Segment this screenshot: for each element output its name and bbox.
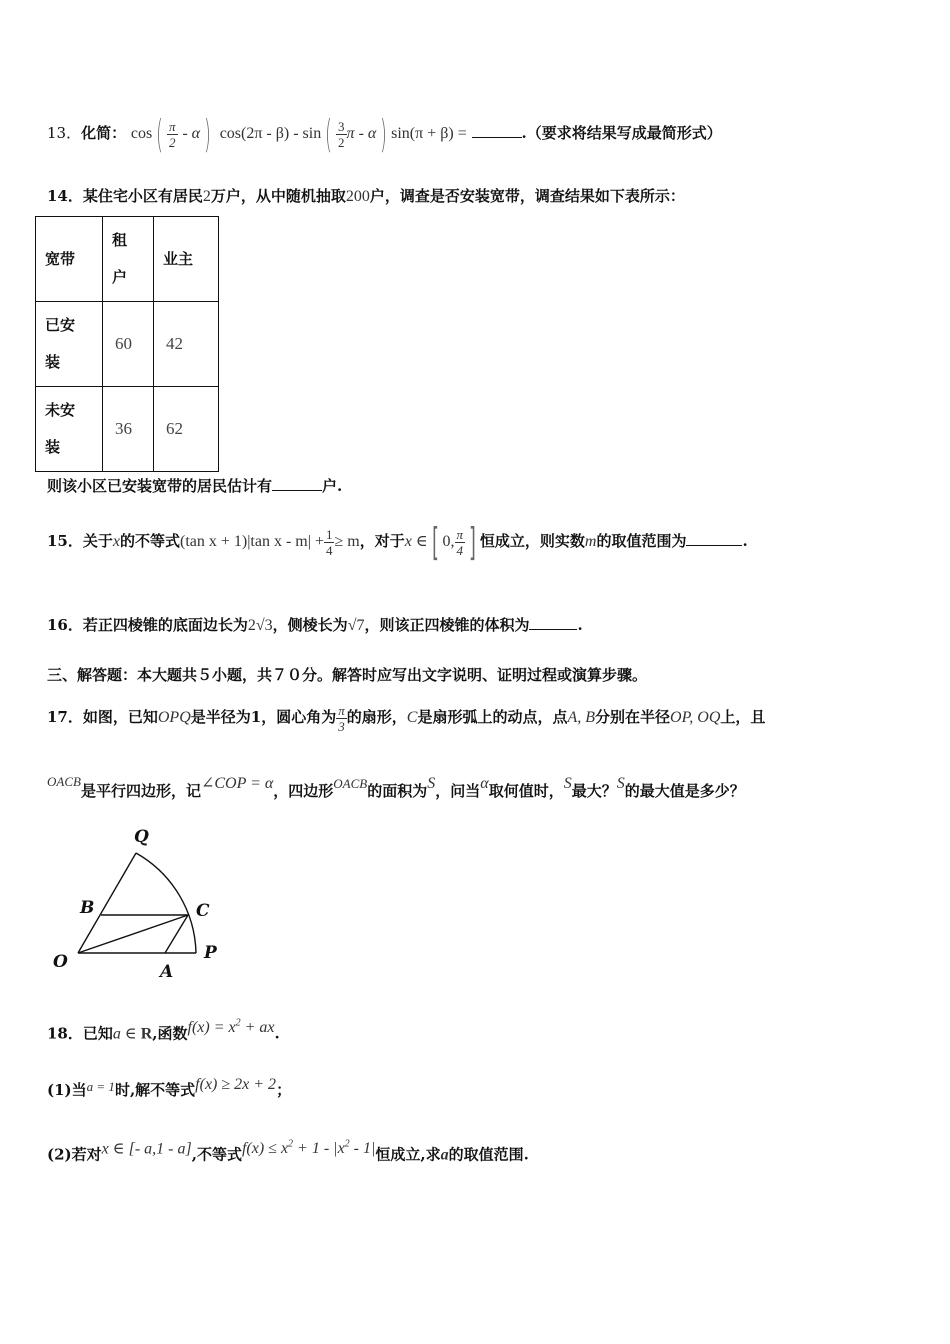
question-17-line-2: OACB是平行四边形，记∠COP = α，四边形OACB的面积为S，问当α取何值时，S最大？S的最大值是多少？ [47,774,745,800]
section-heading: 三、解答题：本大题共５小题，共７０分。解答时应写出文字说明、证明过程或演算步骤。 [47,666,648,684]
label-q: Q [134,827,149,847]
label-p: P [204,943,217,963]
question-13: 13．化简： cos ( $\frac{\pi}{2}$ - α ) cos(2π - β) - sin ( $\frac{3}{2}$ π - α ) sin(π + β) = .（要求将结果写成最简形式） [47,112,722,156]
label-c: C [196,901,210,921]
question-18-part-1: (1)当a = 1时,解不等式f(x) ≥ 2x + 2； [47,1076,292,1099]
table-header-cell: 业主 [154,217,219,302]
answer-blank [272,476,322,491]
answer-blank [529,615,577,630]
table-header-cell: 租户 [103,217,154,302]
segment-oc [78,915,188,953]
question-17: 17．如图，已知OPQ是半径为1，圆心角为 $\frac{\pi}{3}$ 的扇形，C是扇形弧上的动点，点A, B分别在半径OP, OQ上，且 [47,702,766,734]
fraction: $\frac{3}{2}$ [338,118,345,150]
label-b: B [80,898,95,918]
table-row: 未安装 36 62 [36,387,219,472]
question-16: 16．若正四棱锥的底面边长为2√3，侧棱长为√7，则该正四棱锥的体积为 . [47,616,583,634]
answer-blank [686,531,742,546]
label-a: A [160,962,174,982]
table-header-cell: 宽带 [36,217,103,302]
fraction: $\frac{\pi}{2}$ [169,118,176,150]
question-15: 15．关于x的不等式(tan x + 1)|tan x - m| + $\frac{1}{4}$ ≥ m，对于x ∈ [ 0, $\frac{\pi}{4}$ ] 恒成立，则实数m的取值范围为 . [47,520,748,564]
label-o: O [53,952,68,972]
table-row: 已安装 60 42 [36,302,219,387]
question-18-part-2: (2)若对x ∈ [- a,1 - a],不等式$f(x) \le x^2 + 1 - |x^2 - 1|$恒成立,求a的取值范围. [47,1139,529,1164]
question-14-outro: 则该小区已安装宽带的居民估计有 户. [47,477,343,495]
answer-blank [472,123,522,138]
question-18: 18．已知a ∈ R,函数$f(x) = x^2$ + ax. [47,1018,280,1043]
question-14: 14．某住宅小区有居民2万户，从中随机抽取200户，调查是否安装宽带，调查结果如下表所示： [47,187,685,205]
segment-ac [165,915,188,953]
sector-arc [136,853,196,953]
broadband-table [35,216,219,472]
sector-figure [48,820,228,985]
